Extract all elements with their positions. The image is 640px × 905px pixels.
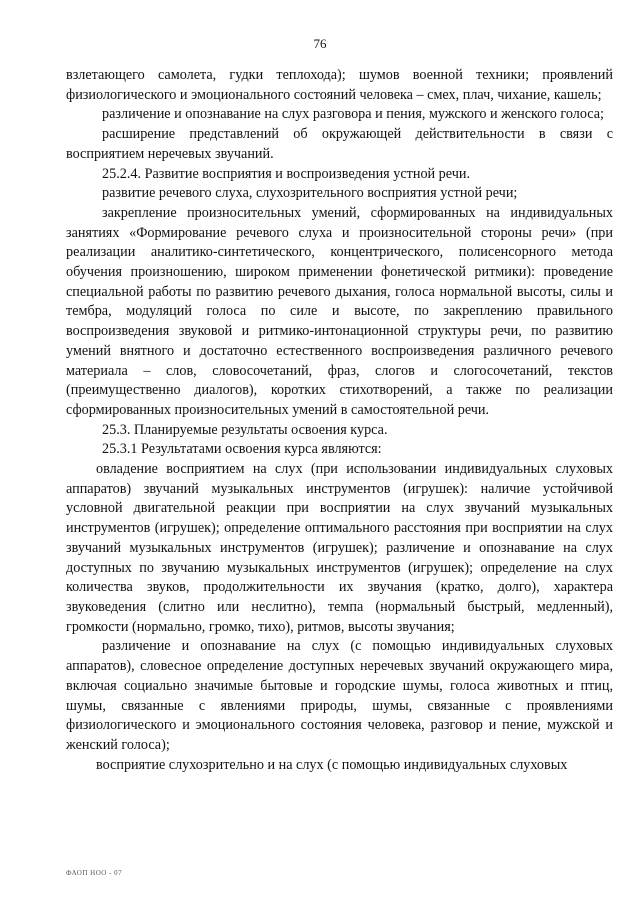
paragraph-musical-instruments: овладение восприятием на слух (при использовании индивидуальных слуховых аппаратов) звучаний музыкальных инструментов (игрушек): наличие устойчивой условной двигательной реакции при восприятии на слух звучаний музыкальных инструментов (игрушек); определение оптимального расстояния при восприятии на слух звучаний музыкальных инструментов (игрушек); различение и опознавание на слух доступных по звучанию музыкальных инструментов (игрушек); определение на слух количества звуков, продолжительности их звучания (кратко, долго), характера звуковедения (слитно или неслитно), темпа (нормальный быстрый, медленный), громкости (нормально, громко, тихо), ритмов, высоты звучания;	[66, 461, 613, 635]
paragraph-auditory-visual-perception: восприятие слухозрительно и на слух (с помощью индивидуальных слуховых	[96, 756, 568, 773]
page-number: 76	[313, 36, 327, 51]
paragraph-nonspeech-sounds: различение и опознавание на слух (с помощью индивидуальных слуховых аппаратов), словесное определение доступных неречевых звучаний окружающего мира, включая социально значимые бытовые и городские шумы, голоса животных и птиц, шумы, связанные с явлениями природы, шумы, связанные с проявлениями физиологического и эмоционального состояния человека, разговор и пение, мужской и женский голоса);	[66, 638, 613, 753]
footer-code: ФАОП НОО - 07	[66, 869, 123, 877]
section-heading-25-3-1: 25.3.1 Результатами освоения курса являются:	[102, 441, 382, 458]
document-body	[66, 66, 613, 775]
section-heading-25-3: 25.3. Планируемые результаты освоения курса.	[102, 421, 388, 438]
paragraph-speech-singing: различение и опознавание на слух разговора и пения, мужского и женского голоса;	[102, 106, 604, 123]
paragraph-pronunciation-skills: закрепление произносительных умений, сформированных на индивидуальных занятиях «Формирование речевого слуха и произносительной стороны речи» (при реализации аналитико-синтетического, концентрического, полисенсорного метода обучения произношению, широком применении фонетической ритмики): проведение специальной работы по развитию речевого дыхания, голоса нормальной высоты, силы и тембра, модуляций голоса по силе и высоте, по закреплению правильного воспроизведения звуковой и ритмико-интонационной структуры речи, по развитию умений внятного и достаточно естественного воспроизведения различного речевого материала – слов, словосочетаний, фраз, слогов и слогосочетаний, текстов (преимущественно диалогов), коротких стихотворений, а также по реализации сформированных произносительных умений в самостоятельной речи.	[66, 204, 613, 418]
paragraph-expanding-ideas: расширение представлений об окружающей действительности в связи с восприятием неречевых звучаний.	[66, 126, 613, 162]
paragraph-noise-sounds: взлетающего самолета, гудки теплохода); шумов военной техники; проявлений физиологического и эмоционального состояний человека – смех, плач, чихание, кашель;	[66, 67, 613, 103]
paragraph-speech-hearing: развитие речевого слуха, слухозрительного восприятия устной речи;	[102, 185, 518, 202]
section-heading-25-2-4: 25.2.4. Развитие восприятия и воспроизведения устной речи.	[102, 165, 470, 182]
